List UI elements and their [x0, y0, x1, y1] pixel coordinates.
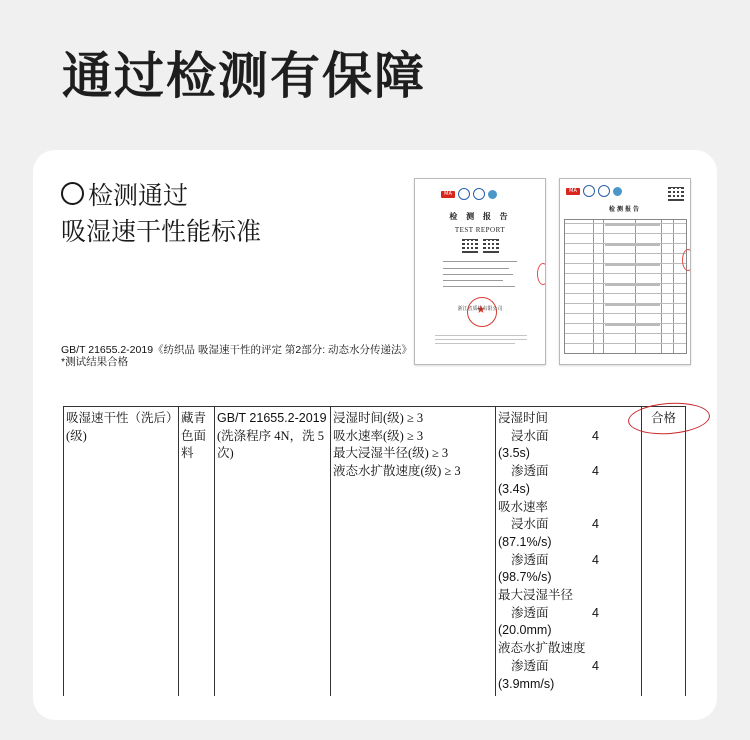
requirements-cell	[331, 407, 496, 697]
requirement-item: 浸湿时间(级) ≥ 3	[333, 411, 424, 425]
result-line: 浸水面 4	[511, 517, 599, 532]
card-subtitle: 吸湿速干性能标准	[61, 217, 262, 246]
test-report-cover-thumbnail	[414, 178, 546, 365]
report-subtitle: TEST REPORT	[454, 226, 506, 234]
result-heading: 最大浸湿半径	[498, 588, 574, 603]
qr-code-icon	[483, 237, 499, 253]
cma-logo-icon: MA	[441, 191, 455, 198]
requirement-item: 最大浸湿半径(级) ≥ 3	[333, 446, 449, 461]
verdict-cell	[642, 407, 686, 697]
result-value: (98.7%/s)	[498, 570, 552, 585]
method-code: GB/T 21655.2-2019	[217, 411, 327, 425]
cnas-logo-icon	[473, 188, 485, 200]
card-title-text: 检测通过	[88, 181, 189, 210]
qr-code-icon	[462, 237, 478, 253]
report-text-line	[435, 343, 515, 344]
seal-edge-icon	[537, 263, 546, 285]
report-text-line	[435, 339, 527, 340]
ilac-logo-icon	[458, 188, 470, 200]
standard-line: GB/T 21655.2-2019《纺织品 吸湿速干性的评定 第2部分: 动态水分传递法》	[61, 344, 413, 356]
report-organization: 浙江省质检有限公司	[457, 306, 503, 312]
globe-logo-icon	[488, 190, 497, 199]
method-cell	[215, 407, 331, 697]
report-result-grid	[564, 219, 687, 354]
test-result-table	[63, 406, 686, 696]
globe-logo-icon	[613, 187, 622, 196]
result-value: (87.1%/s)	[498, 534, 552, 549]
report-text-line	[443, 280, 503, 281]
requirement-item: 吸水速率(级) ≥ 3	[333, 428, 424, 443]
report-title: 检 测 报 告	[449, 211, 511, 221]
result-line: 浸水面 4	[511, 428, 599, 443]
result-heading: 吸水速率	[498, 499, 549, 514]
verdict-label: 合格	[650, 411, 676, 425]
cma-logo-icon: MA	[566, 188, 580, 195]
result-line: 渗透面 4	[511, 552, 599, 567]
report-text-line	[443, 286, 515, 287]
ilac-logo-icon	[583, 185, 595, 197]
sample-cell: 藏青色面料	[179, 407, 215, 697]
certification-logos	[441, 188, 497, 200]
test-info-card	[33, 150, 717, 720]
red-seal-stamp-icon	[467, 297, 497, 327]
report-text-line	[435, 335, 527, 336]
report-text-line	[443, 274, 513, 275]
result-value: (20.0mm)	[498, 623, 552, 638]
result-value: (3.5s)	[498, 446, 530, 461]
measured-results-cell	[496, 407, 642, 697]
report-text-line	[443, 261, 517, 262]
report-title: 检测报告	[608, 206, 641, 213]
certification-logos	[566, 185, 622, 197]
requirement-item: 液态水扩散速度(级) ≥ 3	[333, 464, 461, 479]
result-value: (3.9mm/s)	[498, 676, 555, 691]
cnas-logo-icon	[598, 185, 610, 197]
test-item-cell: 吸湿速干性（洗后）(级)	[64, 407, 179, 697]
result-heading: 浸湿时间	[498, 411, 549, 425]
method-description: (洗涤程序 4N，洗 5 次)	[217, 428, 324, 461]
result-line: 渗透面 4	[511, 605, 599, 620]
card-title	[61, 178, 188, 214]
result-note: *测试结果合格	[61, 356, 129, 368]
page-headline: 通过检测有保障	[62, 47, 426, 105]
standard-note	[61, 344, 412, 368]
qr-code-icon	[668, 185, 684, 201]
circle-bullet-icon	[61, 182, 84, 205]
result-line: 渗透面 4	[511, 658, 599, 673]
report-text-line	[443, 268, 509, 269]
table-row	[64, 407, 686, 697]
result-line: 渗透面 4	[511, 464, 599, 479]
test-report-detail-thumbnail	[559, 178, 691, 365]
result-heading: 液态水扩散速度	[498, 641, 586, 656]
result-value: (3.4s)	[498, 481, 530, 496]
seal-edge-icon	[682, 249, 691, 271]
